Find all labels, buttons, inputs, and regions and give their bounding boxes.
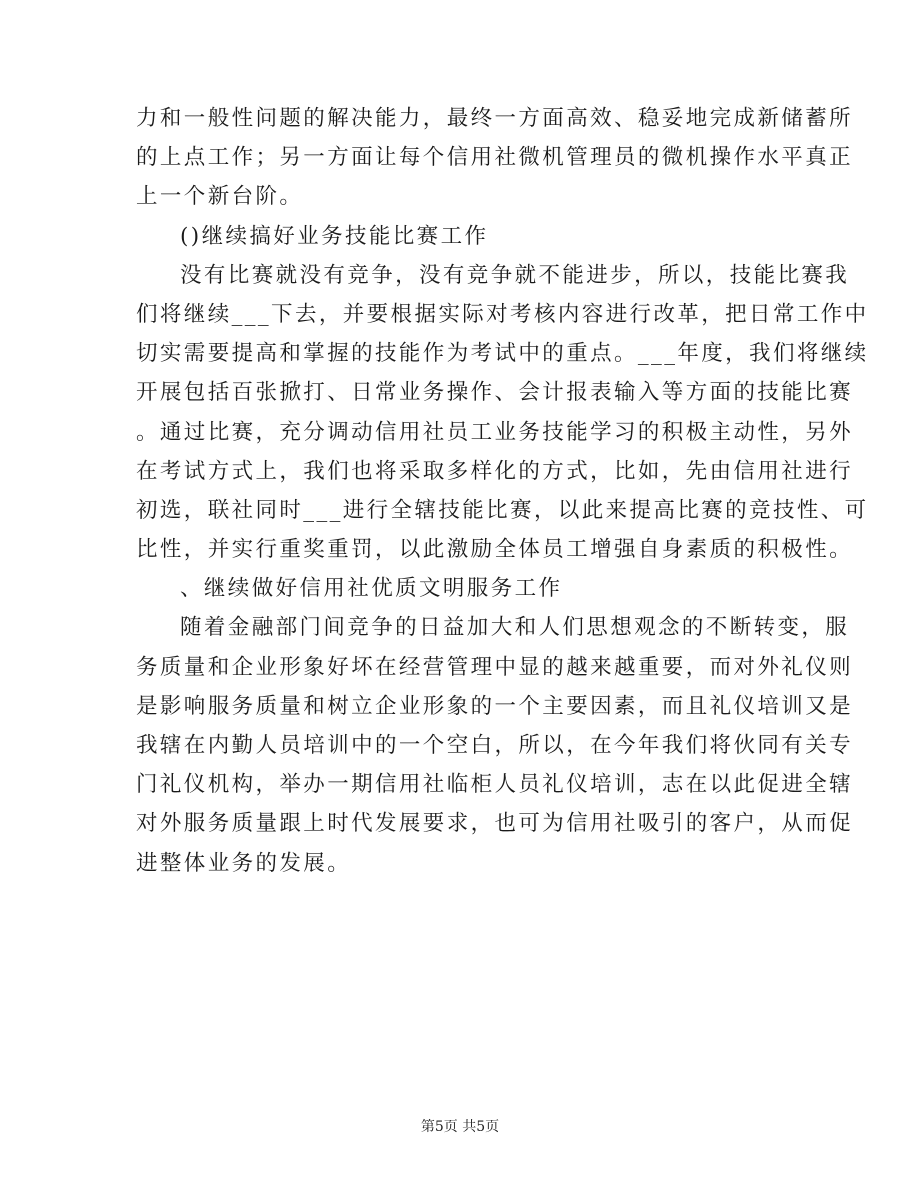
- text-line: 是影响服务质量和树立企业形象的一个主要因素，而且礼仪培训又是: [136, 693, 854, 719]
- text-line: 务质量和企业形象好坏在经营管理中显的越来越重要，而对外礼仪则: [136, 654, 854, 680]
- text-line: 进整体业务的发展。: [136, 850, 352, 876]
- section-heading: 、继续做好信用社优质文明服务工作: [180, 576, 563, 602]
- text-line: 初选，联社同时___进行全辖技能比赛，以此来提高比赛的竞技性、可: [136, 497, 869, 523]
- section-heading: ()继续搞好业务技能比赛工作: [180, 223, 489, 249]
- text-line: 们将继续___下去，并要根据实际对考核内容进行改革，把日常工作中: [136, 301, 869, 327]
- text-line: 的上点工作；另一方面让每个信用社微机管理员的微机操作水平真正: [136, 145, 854, 171]
- text-line: 比性，并实行重奖重罚，以此激励全体员工增强自身素质的积极性。: [136, 537, 854, 563]
- text-line: 力和一般性问题的解决能力，最终一方面高效、稳妥地完成新储蓄所: [136, 106, 854, 131]
- text-line: 对外服务质量跟上时代发展要求，也可为信用社吸引的客户，从而促: [136, 811, 854, 837]
- page-number: 第5页 共5页: [420, 1119, 500, 1135]
- text-line: 没有比赛就没有竞争，没有竞争就不能进步，所以，技能比赛我: [180, 262, 850, 288]
- text-line: 门礼仪机构，举办一期信用社临柜人员礼仪培训，志在以此促进全辖: [136, 772, 854, 798]
- text-line: 开展包括百张掀打、日常业务操作、会计报表输入等方面的技能比赛: [136, 380, 854, 406]
- document-body: [136, 99, 869, 883]
- text-line: 随着金融部门间竞争的日益加大和人们思想观念的不断转变，服: [180, 615, 850, 641]
- text-line: 。通过比赛，充分调动信用社员工业务技能学习的积极主动性，另外: [136, 419, 854, 445]
- text-line: 切实需要提高和掌握的技能作为考试中的重点。___年度，我们将继续: [136, 341, 869, 367]
- text-line: 在考试方式上，我们也将采取多样化的方式，比如，先由信用社进行: [136, 458, 854, 484]
- text-line: 上一个新台阶。: [136, 184, 304, 210]
- text-line: 我辖在内勤人员培训中的一个空白，所以，在今年我们将伙同有关专: [136, 733, 854, 758]
